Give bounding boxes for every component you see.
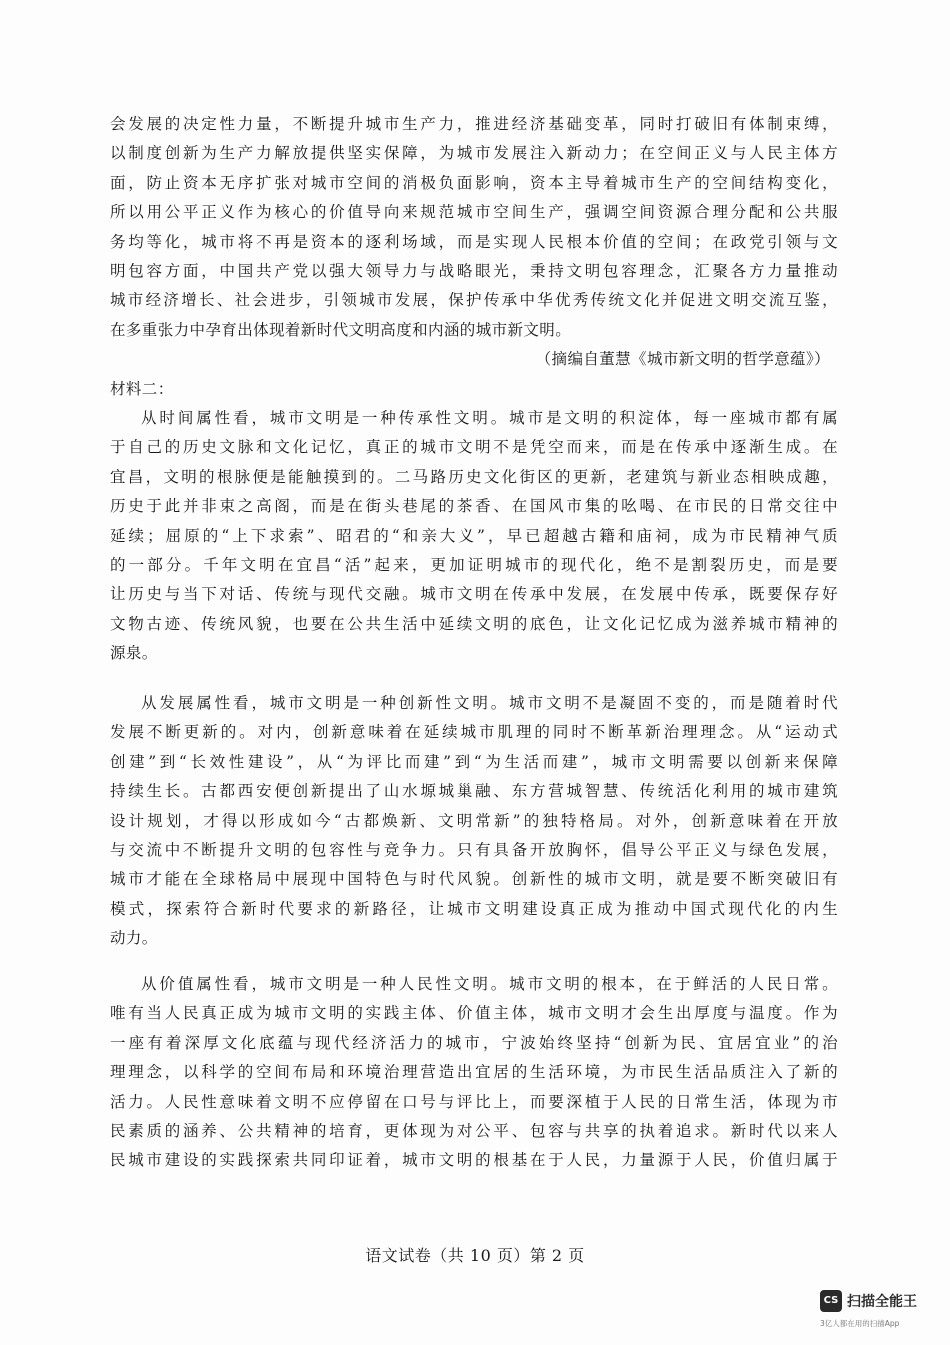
paragraph-line: 从发展属性看，城市文明是一种创新性文明。城市文明不是凝固不变的，而是随着时代 [141,694,838,712]
paragraph-line: 唯有当人民真正成为城市文明的实践主体、价值主体，城市文明才会生出厚度与温度。作为 [110,1004,838,1023]
paragraph-line: 模式，探索符合新时代要求的新路径，让城市文明建设真正成为推动中国式现代化的内生 [110,899,838,918]
camscanner-logo-icon: CS [820,1290,842,1312]
paragraph-line: 从时间属性看，城市文明是一种传承性文明。城市是文明的积淀体，每一座城市都有属 [141,409,838,427]
paragraph-line: 历史于此并非束之高阁，而是在街头巷尾的茶香、在国风市集的吆喝、在市民的日常交往中 [110,497,838,516]
paragraph-line: 创建”到“长效性建设”，从“为评比而建”到“为生活而建”，城市文明需要以创新来保障 [110,752,838,771]
paragraph-line: 民素质的涵养、公共精神的培育，更体现为对公平、包容与共享的执着追求。新时代以来人 [110,1121,838,1140]
material-one-line: 会发展的决定性力量，不断提升城市生产力，推进经济基础变革，同时打破旧有体制束缚， [110,115,838,133]
paragraph-line: 于自己的历史文脉和文化记忆，真正的城市文明不是凭空而来，而是在传承中逐渐生成。在 [110,438,838,457]
paragraph-line: 的一部分。千年文明在宜昌“活”起来，更加证明城市的现代化，绝不是割裂历史，而是要 [110,555,838,574]
paragraph-line: 设计规划，才得以形成如今“古都焕新、文明常新”的独特格局。对外，创新意味着在开放 [110,811,838,830]
material-one-source: （摘编自董慧《城市新文明的哲学意蕴》） [535,350,830,369]
paragraph-line: 文物古迹、传统风貌，也要在公共生活中延续文明的底色，让文化记忆成为滋养城市精神的 [110,614,838,633]
paragraph-line: 与交流中不断提升文明的包容性与竞争力。只有具备开放胸怀，倡导公平正义与绿色发展， [110,840,838,859]
scanner-watermark [820,1290,940,1334]
watermark-app-name: 扫描全能王 [847,1294,917,1310]
material-one-text [110,110,838,404]
material-one-line: 城市经济增长、社会进步，引领城市发展，保护传承中华优秀传统文化并促进文明交流互鉴， [110,291,838,310]
paragraph-line: 让历史与当下对话、传统与现代交融。城市文明在传承中发展，在发展中传承，既要保存好 [110,585,838,604]
material-one-line: 所以用公平正义作为核心的价值导向来规范城市空间生产，强调空间资源合理分配和公共服 [110,203,838,222]
paragraph-line: 宜昌，文明的根脉便是能触摸到的。二马路历史文化街区的更新，老建筑与新业态相映成趣， [110,467,838,486]
material-one-line: 在多重张力中孕育出体现着新时代文明高度和内涵的城市新文明。 [110,320,572,339]
paragraph-line: 一座有着深厚文化底蕴与现代经济活力的城市，宁波始终坚持“创新为民、宜居宜业”的治 [110,1033,838,1052]
material-one-line: 明包容方面，中国共产党以强大领导力与战略眼光，秉持文明包容理念，汇聚各方力量推动 [110,261,838,280]
paragraph-line: 源泉。 [110,644,158,663]
paragraph-line: 理理念，以科学的空间布局和环境治理营造出宜居的生活环境，为市民生活品质注入了新的 [110,1063,838,1082]
material-one-line: 面，防止资本无序扩张对城市空间的消极负面影响，资本主导着城市生产的空间结构变化， [110,173,838,192]
paragraph-line: 发展不断更新的。对内，创新意味着在延续城市肌理的同时不断革新治理理念。从“运动式 [110,723,838,742]
paragraph-line: 城市才能在全球格局中展现中国特色与时代风貌。创新性的城市文明，就是要不断突破旧有 [110,870,838,889]
material-one-line: 务均等化，城市将不再是资本的逐利场域，而是实现人民根本价值的空间；在政党引领与文 [110,232,838,251]
paragraph-line: 民城市建设的实践探索共同印证着，城市文明的根基在于人民，力量源于人民，价值归属于 [110,1151,838,1170]
paragraph-line: 延续；屈原的“上下求索”、昭君的“和亲大义”，早已超越古籍和庙祠，成为市民精神气质 [110,526,838,545]
paragraph-line: 持续生长。古都西安便创新提出了山水塬城巢融、东方营城智慧、传统活化利用的城市建筑 [110,782,838,801]
paragraph-line: 从价值属性看，城市文明是一种人民性文明。城市文明的根本，在于鲜活的人民日常。 [141,975,838,993]
material-two-heading: 材料二： [110,379,174,398]
material-two-paragraph-1 [110,404,838,669]
material-two-paragraph-3 [110,970,838,1176]
material-two-paragraph-2 [110,689,838,954]
paragraph-line: 动力。 [110,929,158,948]
watermark-tagline: 3亿人都在用的扫描App [820,1319,900,1328]
material-one-line: 以制度创新为生产力解放提供坚实保障，为城市发展注入新动力；在空间正义与人民主体方 [110,144,838,163]
paragraph-line: 活力。人民性意味着文明不应停留在口号与评比上，而要深植于人民的日常生活，体现为市 [110,1092,838,1111]
page-footer: 语文试卷（共 10 页）第 2 页 [365,1246,585,1265]
